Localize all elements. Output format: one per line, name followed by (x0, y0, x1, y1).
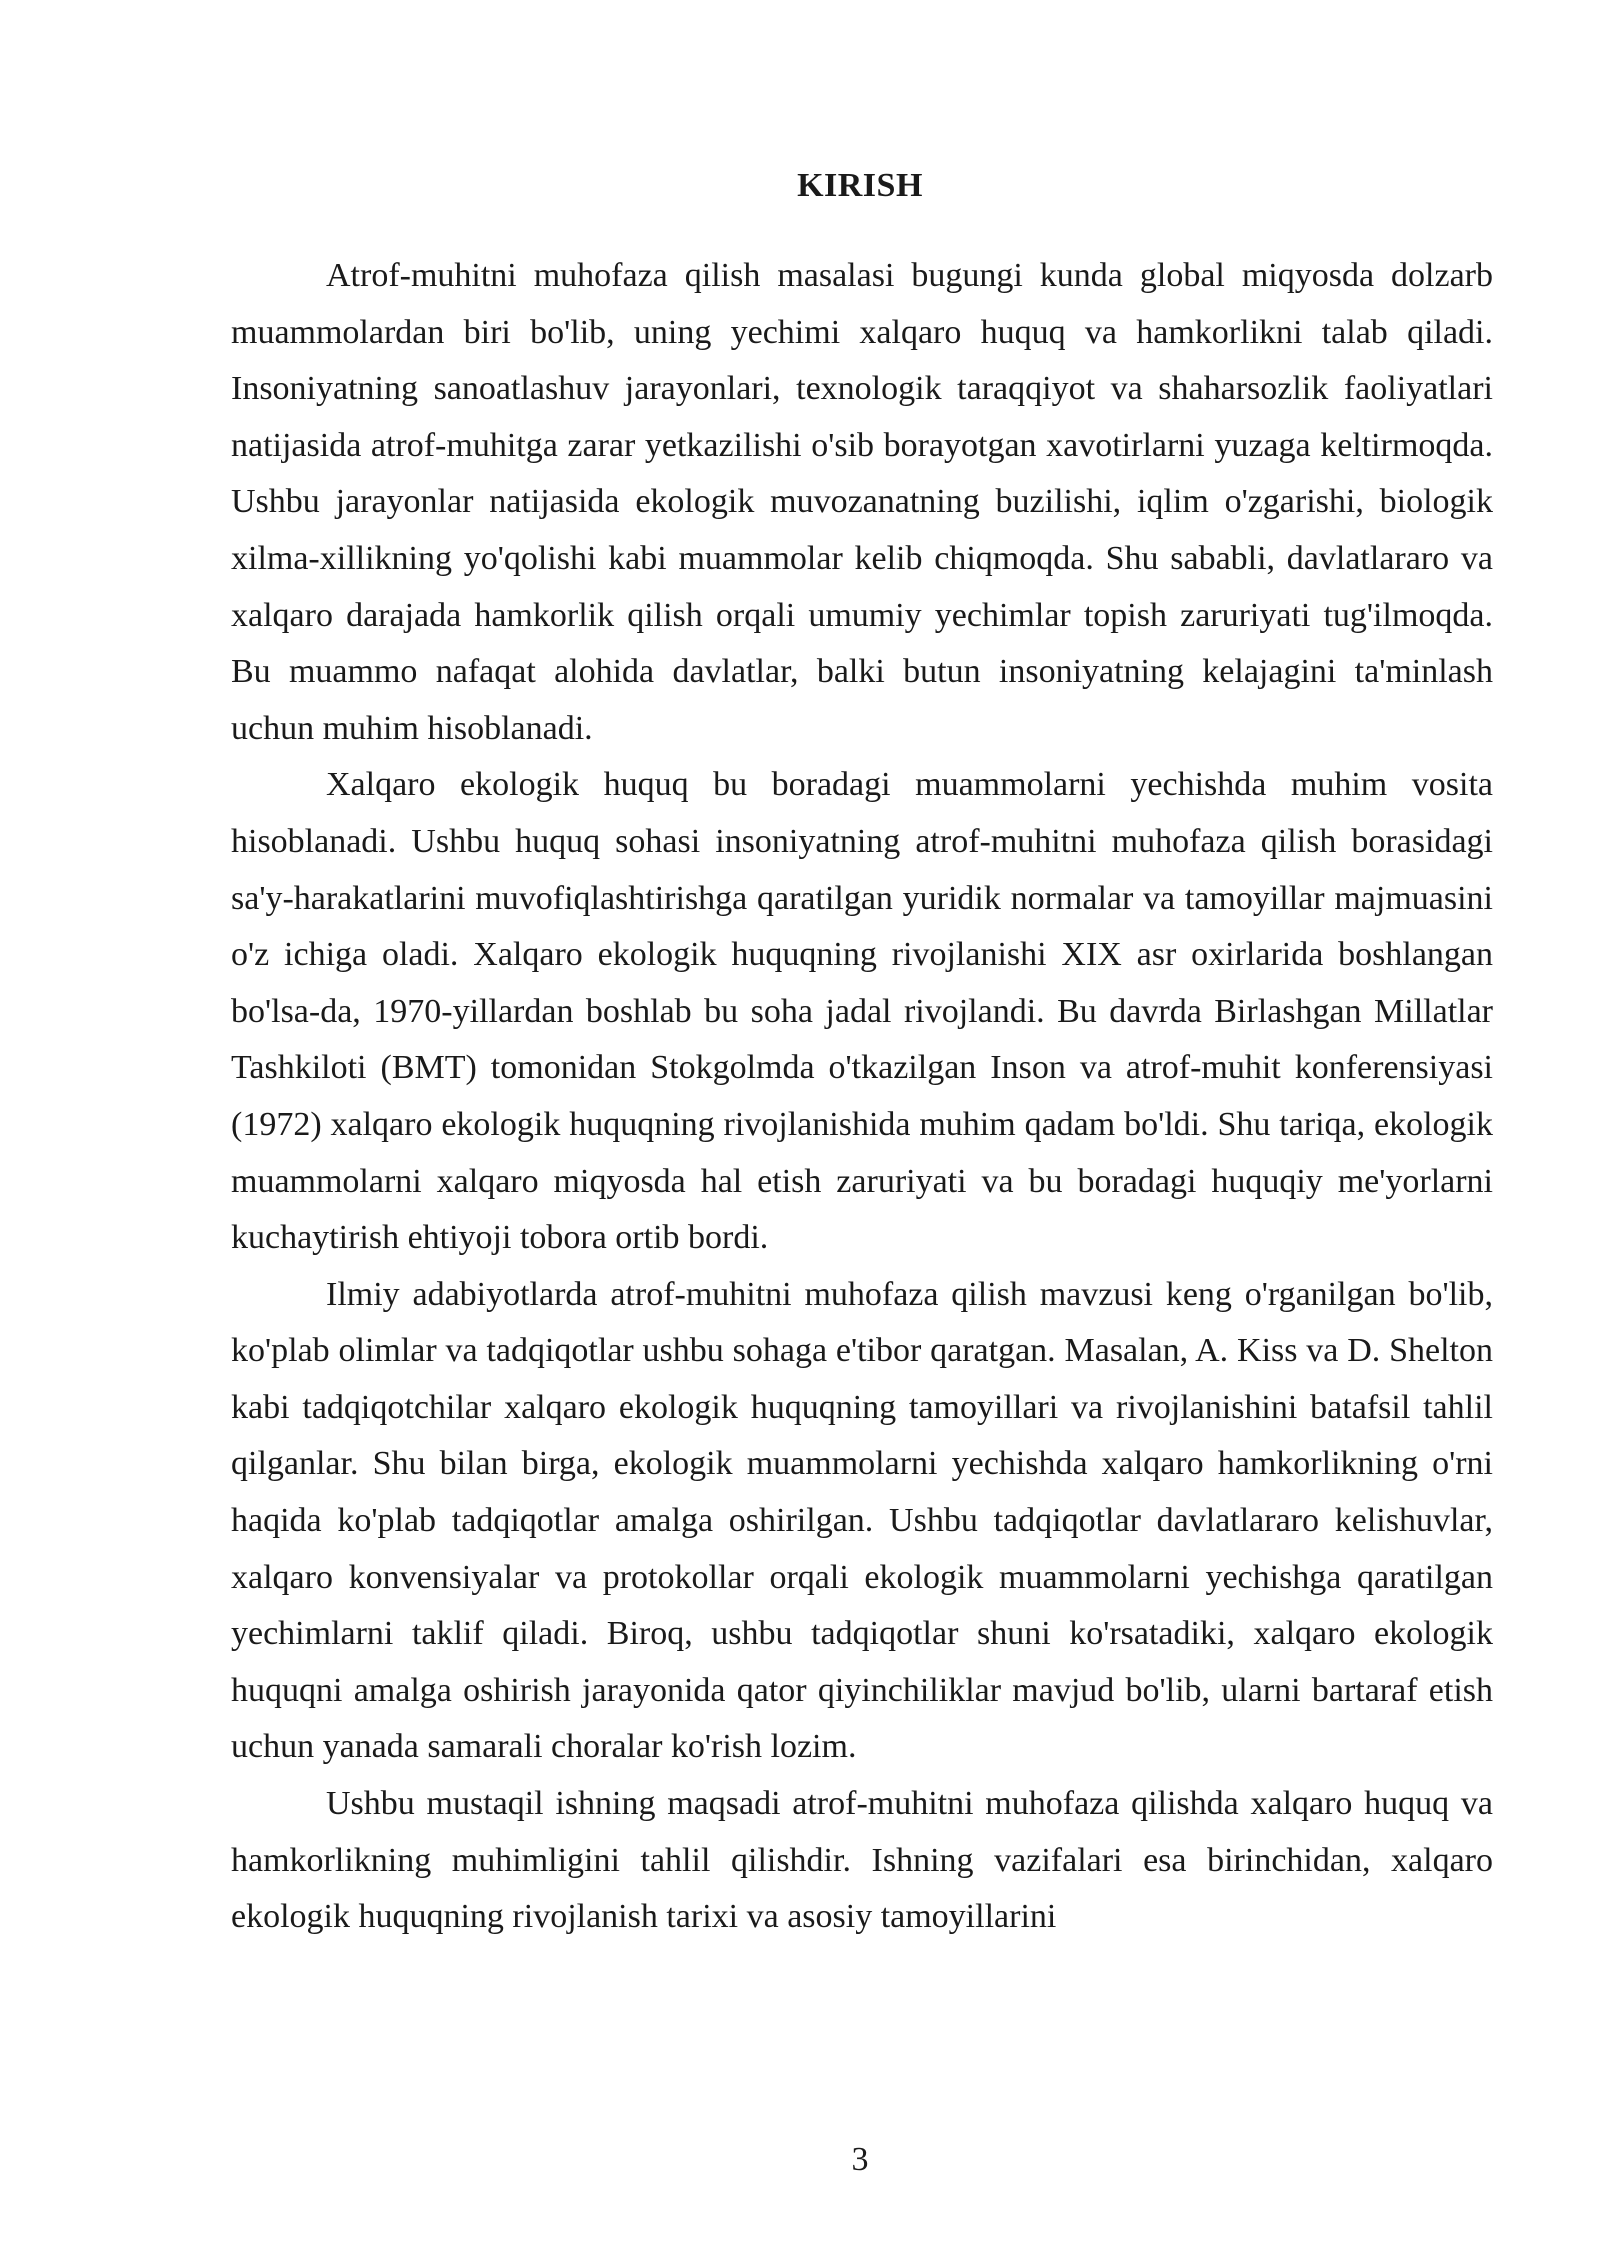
paragraph-1: Atrof-muhitni muhofaza qilish masalasi bugungi kunda global miqyosda dolzarb muammolardan biri bo'lib, uning yechimi xalqaro huquq va hamkorlikni talab qiladi. Insoniyatning sanoatlashuv jarayonlari, texnologik taraqqiyot va shaharsozlik faoliyatlari natijasida atrof-muhitga zarar yetkazilishi o'sib borayotgan xavotirlarni yuzaga keltirmoqda. Ushbu jarayonlar natijasida ekologik muvozanatning buzilishi, iqlim o'zgarishi, biologik xilma-xillikning yo'qolishi kabi muammolar kelib chiqmoqda. Shu sababli, davlatlararo va xalqaro darajada hamkorlik qilish orqali umumiy yechimlar topish zaruriyati tug'ilmoqda. Bu muammo nafaqat alohida davlatlar, balki butun insoniyatning kelajagini ta'minlash uchun muhim hisoblanadi. (231, 257, 1493, 747)
body-text (231, 248, 1493, 1946)
paragraph-2: Xalqaro ekologik huquq bu boradagi muammolarni yechishda muhim vosita hisoblanadi. Ushbu huquq sohasi insoniyatning atrof-muhitni muhofaza qilish borasidagi sa'y-harakatlarini muvofiqlashtirishga qaratilgan yuridik normalar va tamoyillar majmuasini o'z ichiga oladi. Xalqaro ekologik huquqning rivojlanishi XIX asr oxirlarida boshlangan bo'lsa-da, 1970-yillardan boshlab bu soha jadal rivojlandi. Bu davrda Birlashgan Millatlar Tashkiloti (BMT) tomonidan Stokgolmda o'tkazilgan Inson va atrof-muhit konferensiyasi (1972) xalqaro ekologik huquqning rivojlanishida muhim qadam bo'ldi. Shu tariqa, ekologik muammolarni xalqaro miqyosda hal etish zaruriyati va bu boradagi huquqiy me'yorlarni kuchaytirish ehtiyoji tobora ortib bordi. (231, 766, 1493, 1257)
paragraph-3: Ilmiy adabiyotlarda atrof-muhitni muhofaza qilish mavzusi keng o'rganilgan bo'lib, ko'plab olimlar va tadqiqotlar ushbu sohaga e'tibor qaratgan. Masalan, A. Kiss va D. Shelton kabi tadqiqotchilar xalqaro ekologik huquqning tamoyillari va rivojlanishini batafsil tahlil qilganlar. Shu bilan birga, ekologik muammolarni yechishda xalqaro hamkorlikning o'rni haqida ko'plab tadqiqotlar amalga oshirilgan. Ushbu tadqiqotlar davlatlararo kelishuvlar, xalqaro konvensiyalar va protokollar orqali ekologik muammolarni yechishga qaratilgan yechimlarni taklif qiladi. Biroq, ushbu tadqiqotlar shuni ko'rsatadiki, xalqaro ekologik huquqni amalga oshirish jarayonida qator qiyinchiliklar mavjud bo'lib, ularni bartaraf etish uchun yanada samarali choralar ko'rish lozim. (231, 1275, 1493, 1766)
paragraph-4: Ushbu mustaqil ishning maqsadi atrof-muhitni muhofaza qilishda xalqaro huquq va hamkorlikning muhimligini tahlil qilishdir. Ishning vazifalari esa birinchidan, xalqaro ekologik huquqning rivojlanish tarixi va asosiy tamoyillarini (231, 1785, 1493, 1936)
page-title: KIRISH (797, 167, 923, 204)
page-number: 3 (851, 2141, 869, 2178)
